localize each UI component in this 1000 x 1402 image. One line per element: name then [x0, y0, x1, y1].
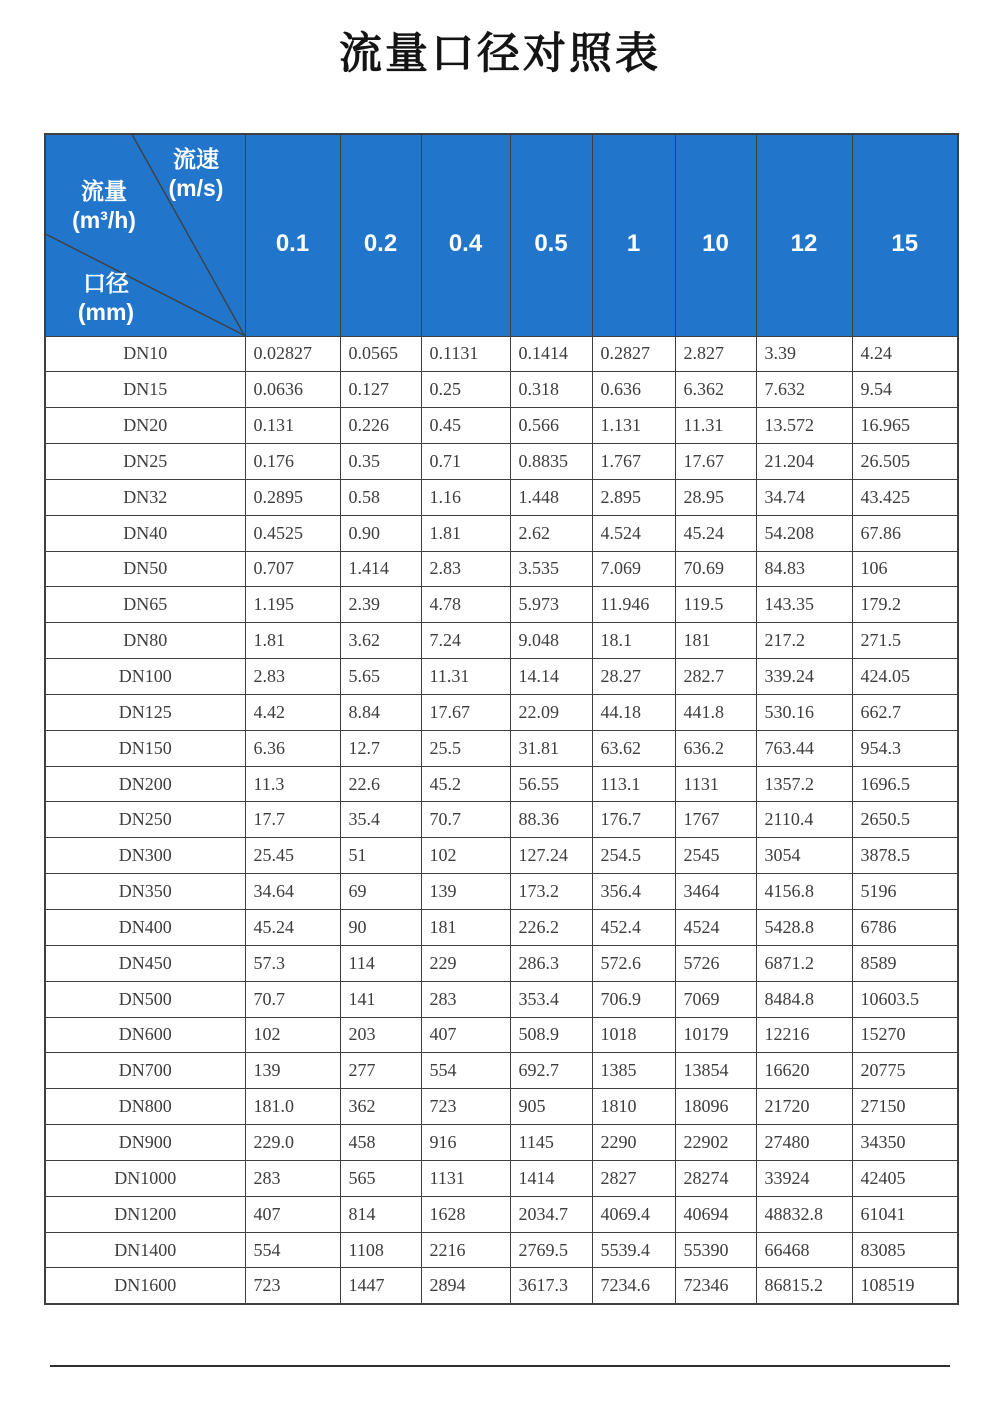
flow-value-cell: 7.24	[421, 623, 510, 659]
flow-value-cell: 55390	[675, 1232, 756, 1268]
flow-value-cell: 636.2	[675, 730, 756, 766]
flow-value-cell: 0.2827	[592, 336, 675, 372]
flow-value-cell: 9.54	[852, 372, 958, 408]
table-row	[45, 515, 958, 551]
flow-value-cell: 11.3	[245, 766, 340, 802]
dn-cell: DN150	[45, 730, 245, 766]
velocity-label-text: 流速	[173, 146, 219, 172]
flow-value-cell: 1145	[510, 1125, 592, 1161]
dn-cell: DN1600	[45, 1268, 245, 1304]
flow-value-cell: 83085	[852, 1232, 958, 1268]
dn-cell: DN25	[45, 444, 245, 480]
flow-value-cell: 28.27	[592, 659, 675, 695]
flow-value-cell: 42405	[852, 1160, 958, 1196]
flow-value-cell: 1767	[675, 802, 756, 838]
dn-cell: DN600	[45, 1017, 245, 1053]
flow-value-cell: 9.048	[510, 623, 592, 659]
flow-value-cell: 0.636	[592, 372, 675, 408]
flow-value-cell: 1.448	[510, 479, 592, 515]
flow-value-cell: 21720	[756, 1089, 852, 1125]
flow-value-cell: 229	[421, 945, 510, 981]
table-row	[45, 874, 958, 910]
flow-value-cell: 905	[510, 1089, 592, 1125]
flow-value-cell: 16620	[756, 1053, 852, 1089]
flow-value-cell: 339.24	[756, 659, 852, 695]
flow-value-cell: 22902	[675, 1125, 756, 1161]
dn-cell: DN350	[45, 874, 245, 910]
velocity-column-header: 0.1	[245, 134, 340, 336]
flow-value-cell: 139	[421, 874, 510, 910]
table-row	[45, 336, 958, 372]
flow-value-cell: 0.226	[340, 408, 421, 444]
velocity-column-header: 1	[592, 134, 675, 336]
flow-value-cell: 1131	[675, 766, 756, 802]
dn-cell: DN800	[45, 1089, 245, 1125]
dn-cell: DN450	[45, 945, 245, 981]
dn-cell: DN250	[45, 802, 245, 838]
velocity-unit-text: (m/s)	[168, 175, 224, 202]
dn-cell: DN100	[45, 659, 245, 695]
flow-value-cell: 6.36	[245, 730, 340, 766]
flow-value-cell: 1.131	[592, 408, 675, 444]
flow-value-cell: 283	[421, 981, 510, 1017]
table-row	[45, 1160, 958, 1196]
flow-value-cell: 0.90	[340, 515, 421, 551]
table-row	[45, 1125, 958, 1161]
flow-value-cell: 69	[340, 874, 421, 910]
flow-value-cell: 56.55	[510, 766, 592, 802]
dn-cell: DN10	[45, 336, 245, 372]
flow-value-cell: 424.05	[852, 659, 958, 695]
velocity-column-header: 12	[756, 134, 852, 336]
flow-value-cell: 4.78	[421, 587, 510, 623]
table-row	[45, 623, 958, 659]
flow-value-cell: 458	[340, 1125, 421, 1161]
flow-value-cell: 10179	[675, 1017, 756, 1053]
flow-value-cell: 18096	[675, 1089, 756, 1125]
table-row	[45, 1268, 958, 1304]
flow-value-cell: 254.5	[592, 838, 675, 874]
table-row	[45, 1017, 958, 1053]
flow-value-cell: 18.1	[592, 623, 675, 659]
flow-value-cell: 4.42	[245, 694, 340, 730]
flow-value-cell: 25.45	[245, 838, 340, 874]
corner-header-cell	[45, 134, 245, 336]
flow-value-cell: 11.31	[675, 408, 756, 444]
dn-cell: DN125	[45, 694, 245, 730]
flow-value-cell: 0.318	[510, 372, 592, 408]
flow-value-cell: 1108	[340, 1232, 421, 1268]
flow-value-cell: 2216	[421, 1232, 510, 1268]
dn-cell: DN1000	[45, 1160, 245, 1196]
flow-value-cell: 106	[852, 551, 958, 587]
table-header	[45, 134, 958, 336]
flow-value-cell: 12.7	[340, 730, 421, 766]
flow-value-cell: 3.535	[510, 551, 592, 587]
flow-value-cell: 6786	[852, 910, 958, 946]
table-row	[45, 766, 958, 802]
flow-value-cell: 554	[421, 1053, 510, 1089]
flow-value-cell: 28274	[675, 1160, 756, 1196]
flow-value-cell: 217.2	[756, 623, 852, 659]
table-row	[45, 694, 958, 730]
flow-value-cell: 26.505	[852, 444, 958, 480]
dn-cell: DN1400	[45, 1232, 245, 1268]
flow-value-cell: 31.81	[510, 730, 592, 766]
flow-value-cell: 1.81	[245, 623, 340, 659]
flow-value-cell: 27150	[852, 1089, 958, 1125]
dn-cell: DN200	[45, 766, 245, 802]
dn-cell: DN32	[45, 479, 245, 515]
flow-value-cell: 7.069	[592, 551, 675, 587]
flow-value-cell: 5.973	[510, 587, 592, 623]
table-row	[45, 981, 958, 1017]
flow-value-cell: 3878.5	[852, 838, 958, 874]
dn-cell: DN400	[45, 910, 245, 946]
flow-value-cell: 1131	[421, 1160, 510, 1196]
flow-value-cell: 179.2	[852, 587, 958, 623]
flow-value-cell: 27480	[756, 1125, 852, 1161]
dn-cell: DN900	[45, 1125, 245, 1161]
flow-value-cell: 2769.5	[510, 1232, 592, 1268]
flow-value-cell: 173.2	[510, 874, 592, 910]
table-row	[45, 444, 958, 480]
table-row	[45, 910, 958, 946]
flow-value-cell: 33924	[756, 1160, 852, 1196]
flow-value-cell: 141	[340, 981, 421, 1017]
flow-value-cell: 0.8835	[510, 444, 592, 480]
flow-value-cell: 84.83	[756, 551, 852, 587]
dn-cell: DN80	[45, 623, 245, 659]
dn-cell: DN50	[45, 551, 245, 587]
flow-value-cell: 22.6	[340, 766, 421, 802]
flow-value-cell: 3464	[675, 874, 756, 910]
flow-value-cell: 7.632	[756, 372, 852, 408]
flow-value-cell: 2894	[421, 1268, 510, 1304]
flow-value-cell: 1.195	[245, 587, 340, 623]
velocity-column-header: 15	[852, 134, 958, 336]
flow-value-cell: 692.7	[510, 1053, 592, 1089]
flow-value-cell: 4069.4	[592, 1196, 675, 1232]
flow-value-cell: 72346	[675, 1268, 756, 1304]
table-row	[45, 838, 958, 874]
flow-value-cell: 0.1414	[510, 336, 592, 372]
flow-value-cell: 723	[245, 1268, 340, 1304]
flow-value-cell: 51	[340, 838, 421, 874]
flow-value-cell: 17.7	[245, 802, 340, 838]
flow-value-cell: 277	[340, 1053, 421, 1089]
flow-value-cell: 139	[245, 1053, 340, 1089]
flow-value-cell: 0.58	[340, 479, 421, 515]
flow-value-cell: 114	[340, 945, 421, 981]
flow-value-cell: 286.3	[510, 945, 592, 981]
flow-value-cell: 14.14	[510, 659, 592, 695]
flow-value-cell: 4.24	[852, 336, 958, 372]
flow-value-cell: 40694	[675, 1196, 756, 1232]
flow-value-cell: 16.965	[852, 408, 958, 444]
flow-value-cell: 63.62	[592, 730, 675, 766]
flow-value-cell: 2110.4	[756, 802, 852, 838]
flow-label-text: 流量	[81, 178, 127, 204]
flow-value-cell: 34.74	[756, 479, 852, 515]
flow-value-cell: 34350	[852, 1125, 958, 1161]
table-row	[45, 1232, 958, 1268]
dn-cell: DN700	[45, 1053, 245, 1089]
flow-value-cell: 0.127	[340, 372, 421, 408]
velocity-column-header: 0.5	[510, 134, 592, 336]
flow-value-cell: 662.7	[852, 694, 958, 730]
flow-value-cell: 1628	[421, 1196, 510, 1232]
flow-value-cell: 356.4	[592, 874, 675, 910]
flow-value-cell: 4524	[675, 910, 756, 946]
flow-value-cell: 508.9	[510, 1017, 592, 1053]
flow-value-cell: 0.35	[340, 444, 421, 480]
flow-value-cell: 1.16	[421, 479, 510, 515]
flow-value-cell: 2827	[592, 1160, 675, 1196]
flow-value-cell: 21.204	[756, 444, 852, 480]
flow-value-cell: 0.4525	[245, 515, 340, 551]
flow-value-cell: 54.208	[756, 515, 852, 551]
flow-value-cell: 12216	[756, 1017, 852, 1053]
flow-value-cell: 1414	[510, 1160, 592, 1196]
flow-value-cell: 0.02827	[245, 336, 340, 372]
flow-value-cell: 34.64	[245, 874, 340, 910]
flow-value-cell: 70.7	[421, 802, 510, 838]
flow-value-cell: 5539.4	[592, 1232, 675, 1268]
flow-value-cell: 17.67	[675, 444, 756, 480]
dn-cell: DN300	[45, 838, 245, 874]
flow-value-cell: 1.81	[421, 515, 510, 551]
table-row	[45, 1053, 958, 1089]
flow-unit-text: (m³/h)	[72, 207, 136, 234]
flow-value-cell: 0.707	[245, 551, 340, 587]
flow-value-cell: 176.7	[592, 802, 675, 838]
velocity-column-header: 0.4	[421, 134, 510, 336]
flow-value-cell: 706.9	[592, 981, 675, 1017]
bore-unit-text: (mm)	[77, 299, 135, 326]
corner-velocity-label	[148, 145, 244, 204]
flow-value-cell: 113.1	[592, 766, 675, 802]
flow-value-cell: 102	[245, 1017, 340, 1053]
flow-value-cell: 8589	[852, 945, 958, 981]
flow-value-cell: 3.39	[756, 336, 852, 372]
flow-value-cell: 565	[340, 1160, 421, 1196]
flow-value-cell: 127.24	[510, 838, 592, 874]
flow-value-cell: 5196	[852, 874, 958, 910]
flow-value-cell: 45.24	[675, 515, 756, 551]
flow-value-cell: 86815.2	[756, 1268, 852, 1304]
flow-value-cell: 4.524	[592, 515, 675, 551]
flow-value-cell: 407	[421, 1017, 510, 1053]
dn-cell: DN15	[45, 372, 245, 408]
flow-value-cell: 15270	[852, 1017, 958, 1053]
flow-value-cell: 88.36	[510, 802, 592, 838]
flow-value-cell: 57.3	[245, 945, 340, 981]
flow-value-cell: 61041	[852, 1196, 958, 1232]
flow-value-cell: 2.83	[421, 551, 510, 587]
flow-value-cell: 814	[340, 1196, 421, 1232]
flow-value-cell: 1.767	[592, 444, 675, 480]
flow-value-cell: 10603.5	[852, 981, 958, 1017]
flow-value-cell: 181	[675, 623, 756, 659]
flow-value-cell: 143.35	[756, 587, 852, 623]
flow-value-cell: 282.7	[675, 659, 756, 695]
flow-value-cell: 5726	[675, 945, 756, 981]
table-row	[45, 659, 958, 695]
flow-value-cell: 572.6	[592, 945, 675, 981]
flow-value-cell: 108519	[852, 1268, 958, 1304]
flow-value-cell: 119.5	[675, 587, 756, 623]
flow-value-cell: 530.16	[756, 694, 852, 730]
flow-value-cell: 8.84	[340, 694, 421, 730]
flow-value-cell: 1810	[592, 1089, 675, 1125]
flow-value-cell: 283	[245, 1160, 340, 1196]
flow-value-cell: 229.0	[245, 1125, 340, 1161]
flow-value-cell: 203	[340, 1017, 421, 1053]
table-row	[45, 372, 958, 408]
flow-value-cell: 2.895	[592, 479, 675, 515]
flow-value-cell: 362	[340, 1089, 421, 1125]
flow-value-cell: 6871.2	[756, 945, 852, 981]
flow-value-cell: 3054	[756, 838, 852, 874]
flow-value-cell: 7234.6	[592, 1268, 675, 1304]
flow-value-cell: 2290	[592, 1125, 675, 1161]
flow-value-cell: 28.95	[675, 479, 756, 515]
flow-value-cell: 0.566	[510, 408, 592, 444]
corner-flow-label	[52, 177, 156, 236]
flow-value-cell: 13854	[675, 1053, 756, 1089]
flow-value-cell: 181	[421, 910, 510, 946]
table-row	[45, 1196, 958, 1232]
flow-value-cell: 271.5	[852, 623, 958, 659]
bottom-divider	[50, 1365, 950, 1367]
table-row	[45, 1089, 958, 1125]
flow-value-cell: 2545	[675, 838, 756, 874]
flow-value-cell: 5428.8	[756, 910, 852, 946]
flow-value-cell: 102	[421, 838, 510, 874]
flow-value-cell: 11.946	[592, 587, 675, 623]
velocity-column-header: 10	[675, 134, 756, 336]
flow-value-cell: 70.69	[675, 551, 756, 587]
table-row	[45, 730, 958, 766]
flow-value-cell: 353.4	[510, 981, 592, 1017]
flow-value-cell: 0.131	[245, 408, 340, 444]
flow-value-cell: 6.362	[675, 372, 756, 408]
flow-value-cell: 2034.7	[510, 1196, 592, 1232]
flow-value-cell: 35.4	[340, 802, 421, 838]
flow-value-cell: 723	[421, 1089, 510, 1125]
flow-value-cell: 67.86	[852, 515, 958, 551]
corner-bore-label	[54, 269, 158, 328]
flow-value-cell: 2.62	[510, 515, 592, 551]
dn-cell: DN65	[45, 587, 245, 623]
flow-value-cell: 20775	[852, 1053, 958, 1089]
flow-value-cell: 954.3	[852, 730, 958, 766]
flow-value-cell: 0.25	[421, 372, 510, 408]
flow-value-cell: 4156.8	[756, 874, 852, 910]
flow-value-cell: 0.0565	[340, 336, 421, 372]
flow-value-cell: 2.827	[675, 336, 756, 372]
flow-value-cell: 1385	[592, 1053, 675, 1089]
table-row	[45, 945, 958, 981]
flow-value-cell: 8484.8	[756, 981, 852, 1017]
flow-value-cell: 1696.5	[852, 766, 958, 802]
flow-value-cell: 0.0636	[245, 372, 340, 408]
flow-value-cell: 3617.3	[510, 1268, 592, 1304]
table-row	[45, 802, 958, 838]
flow-value-cell: 1018	[592, 1017, 675, 1053]
flow-value-cell: 2650.5	[852, 802, 958, 838]
flow-value-cell: 3.62	[340, 623, 421, 659]
flow-value-cell: 45.24	[245, 910, 340, 946]
flow-value-cell: 11.31	[421, 659, 510, 695]
table-row	[45, 479, 958, 515]
page-title: 流量口径对照表	[339, 30, 661, 78]
flow-value-cell: 43.425	[852, 479, 958, 515]
flow-value-cell: 25.5	[421, 730, 510, 766]
flow-value-cell: 22.09	[510, 694, 592, 730]
dn-cell: DN1200	[45, 1196, 245, 1232]
flow-value-cell: 441.8	[675, 694, 756, 730]
flow-value-cell: 1447	[340, 1268, 421, 1304]
header-row	[45, 134, 958, 336]
flow-value-cell: 70.7	[245, 981, 340, 1017]
flow-value-cell: 48832.8	[756, 1196, 852, 1232]
flow-value-cell: 2.83	[245, 659, 340, 695]
flow-value-cell: 13.572	[756, 408, 852, 444]
velocity-column-header: 0.2	[340, 134, 421, 336]
table-row	[45, 408, 958, 444]
flow-value-cell: 407	[245, 1196, 340, 1232]
flow-value-cell: 44.18	[592, 694, 675, 730]
flow-diameter-table	[44, 133, 959, 1305]
dn-cell: DN40	[45, 515, 245, 551]
flow-value-cell: 0.2895	[245, 479, 340, 515]
flow-value-cell: 226.2	[510, 910, 592, 946]
flow-value-cell: 2.39	[340, 587, 421, 623]
flow-value-cell: 181.0	[245, 1089, 340, 1125]
flow-value-cell: 66468	[756, 1232, 852, 1268]
flow-value-cell: 0.1131	[421, 336, 510, 372]
flow-value-cell: 0.176	[245, 444, 340, 480]
dn-cell: DN500	[45, 981, 245, 1017]
flow-value-cell: 452.4	[592, 910, 675, 946]
flow-value-cell: 0.45	[421, 408, 510, 444]
table-body	[45, 336, 958, 1304]
flow-value-cell: 17.67	[421, 694, 510, 730]
flow-value-cell: 7069	[675, 981, 756, 1017]
flow-value-cell: 45.2	[421, 766, 510, 802]
flow-value-cell: 0.71	[421, 444, 510, 480]
flow-value-cell: 5.65	[340, 659, 421, 695]
table-row	[45, 551, 958, 587]
flow-value-cell: 916	[421, 1125, 510, 1161]
flow-value-cell: 1.414	[340, 551, 421, 587]
dn-cell: DN20	[45, 408, 245, 444]
flow-value-cell: 90	[340, 910, 421, 946]
table-row	[45, 587, 958, 623]
bore-label-text: 口径	[83, 269, 129, 296]
flow-value-cell: 1357.2	[756, 766, 852, 802]
flow-value-cell: 554	[245, 1232, 340, 1268]
flow-value-cell: 763.44	[756, 730, 852, 766]
